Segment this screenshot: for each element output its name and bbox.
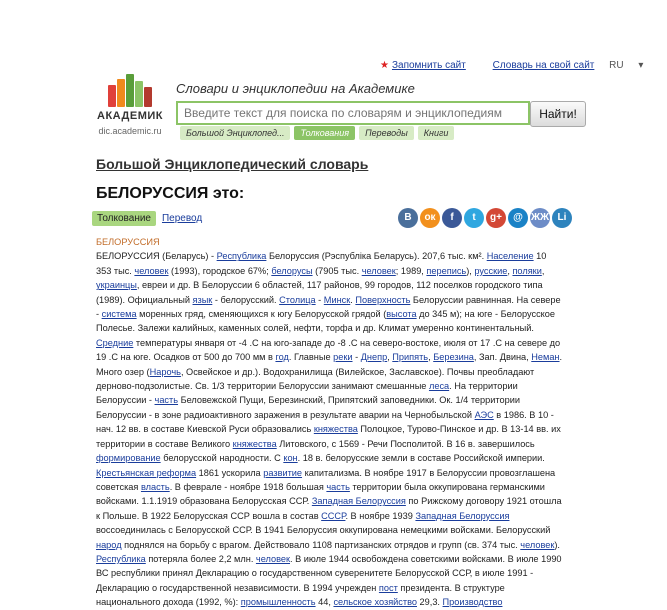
article-text-span: . Главные — [288, 352, 334, 363]
article-link[interactable]: человек — [361, 265, 396, 276]
article-text-span: . 18 в. белорусские земли в составе Российской империи. — [297, 453, 545, 464]
article-link[interactable]: княжества — [313, 424, 358, 435]
article-link[interactable]: язык — [192, 294, 213, 305]
article-link[interactable]: промышленность — [240, 597, 316, 608]
article-headword: БЕЛОРУССИЯ — [96, 237, 160, 247]
article-body — [96, 235, 564, 610]
article-text-span: воссоединилась с Белорусской ССР. В 1941 Белоруссия оккупирована немецкими войсками. Белорусский — [96, 525, 551, 536]
books-logo-icon — [94, 74, 166, 107]
dictionary-title-link[interactable]: Большой Энциклопедический словарь — [96, 156, 369, 172]
search-input[interactable] — [178, 103, 530, 123]
twitter-icon[interactable]: t — [464, 208, 484, 228]
article-text-span: , — [387, 352, 393, 363]
article-text-span: БЕЛОРУССИЯ (Беларусь) - — [96, 251, 217, 262]
article-text-span: в 1986. В 10 - нач. 12 вв. в составе Киевской Руси образовались — [96, 409, 554, 435]
article-text-span: Полоцкое, Турово-Пинское и др. В 13-14 вв. их территории в составе Великого — [96, 424, 561, 449]
article-link[interactable]: формирование — [96, 453, 161, 464]
tab-encyclopedia[interactable]: Большой Энциклопед... — [180, 126, 290, 140]
article-link[interactable]: Нарочь — [149, 366, 181, 377]
search-tabs — [180, 126, 454, 140]
article-link[interactable]: Поверхность — [355, 294, 411, 305]
article-link[interactable]: русские — [474, 265, 508, 276]
liveinternet-icon[interactable]: Li — [552, 208, 572, 228]
tab-translations[interactable]: Переводы — [359, 126, 414, 140]
search-box — [176, 101, 530, 125]
article-link[interactable]: власть — [140, 481, 170, 492]
article-text-span: Белоруссия (Рэспублiка Беларусь). 207,6 тыс. км². — [266, 251, 487, 262]
article-link[interactable]: княжества — [232, 438, 277, 449]
article-link[interactable]: АЭС — [474, 409, 494, 420]
article-text-span: Беловежской Пущи, Березинский, Припятский заповедники. Ок. 1/4 территории Белоруссии - в зоне радиоактивного заражения в результате аварии на Чернобыльской — [96, 395, 520, 420]
site-logo[interactable] — [94, 74, 166, 136]
tab-definitions[interactable]: Толкования — [294, 126, 355, 140]
bookmark-label: Запомнить сайт — [391, 60, 466, 71]
article-text-span: 10 353 тыс. — [96, 251, 547, 276]
search-button[interactable]: Найти! — [530, 101, 586, 127]
tab-books[interactable]: Книги — [418, 126, 455, 140]
google-plus-icon[interactable]: g+ — [486, 208, 506, 228]
article-text-span: - — [352, 352, 361, 363]
article-text-span: капитализма. В ноябре 1917 в Белоруссии провозглашена советская — [96, 467, 556, 492]
article-link[interactable]: Республика — [216, 251, 267, 262]
article-text-span: . Много озер ( — [96, 352, 563, 377]
article-text-span: - — [315, 294, 324, 305]
mail-icon[interactable]: @ — [508, 208, 528, 228]
article-text-span: Белоруссии равнинная. На севере - — [96, 294, 561, 320]
chevron-down-icon: ▾ — [638, 60, 644, 71]
article-text-span: 1861 ускорила — [196, 467, 264, 478]
article-text-span: температуры января от -4 .С на юго-западе до -8 .С на северо-востоке, июля от 17 .С на севере до 19 .С на юге. Осадков от 500 до 700 мм в — [96, 337, 561, 363]
article-text-span: . В июле 1944 освобождена советскими войсками. В июле 1990 ВС республики принял Декларацию о государственном суверенитете Белорусской ССР, в июле 1991 - Декларацию о государственной независимости. В 1994 учрежден — [96, 553, 562, 593]
article-text-span: , — [507, 265, 513, 276]
page-title: БЕЛОРУССИЯ это: — [96, 185, 245, 202]
article-link[interactable]: белорусы — [271, 265, 313, 276]
article-link[interactable]: система — [101, 309, 137, 320]
article-text-span: 29,3. — [417, 597, 443, 608]
vk-icon[interactable]: В — [398, 208, 418, 228]
article-link[interactable]: высота — [386, 309, 417, 320]
article-text-span: (7905 тыс. — [312, 265, 362, 276]
article-text-span: ). — [554, 539, 560, 550]
article-link[interactable]: кон — [283, 453, 298, 464]
article-link[interactable]: перепись — [426, 265, 467, 276]
article-text-span: , — [428, 352, 434, 363]
tab-translation[interactable]: Перевод — [161, 213, 203, 224]
article-text-span: (1993), городское 67%; — [168, 265, 272, 276]
article-link[interactable]: поляки — [512, 265, 542, 276]
article-text-span: ), — [466, 265, 475, 276]
article-link[interactable]: часть — [154, 395, 179, 406]
article-link[interactable]: развитие — [263, 467, 303, 478]
article-text-span: президента. В структуре национального дохода (1992, %): — [96, 582, 505, 608]
article-link[interactable]: пост — [378, 582, 398, 593]
bookmark-link[interactable] — [380, 60, 478, 71]
article-link[interactable]: СССР — [321, 510, 346, 521]
article-text-span: до 345 м); на юге - Белорусское Полесье. Залежи калийных, каменных солей, нефти, торфа и др. Климат умеренно континентальный. — [96, 309, 556, 334]
article-text-span: - белорусский. — [212, 294, 280, 305]
facebook-icon[interactable]: f — [442, 208, 462, 228]
star-icon: ★ — [380, 60, 389, 71]
article-link[interactable]: Минск — [323, 294, 351, 305]
article-text-span: 44, — [315, 597, 334, 608]
article-link[interactable]: Столица — [279, 294, 316, 305]
article-link[interactable]: часть — [326, 481, 350, 492]
article-link[interactable]: Неман — [531, 352, 560, 363]
article-link[interactable]: Березина — [433, 352, 474, 363]
article-text-span: , Зап. Двина, — [473, 352, 532, 363]
article-link[interactable]: реки — [333, 352, 353, 363]
article-text-span: белорусской народности. С — [160, 453, 284, 464]
article-text-span: , Освейское и др.). Водохранилища (Вилейское, Заславское). Почвы преобладают дерново-подзолистые. Св. 1/3 территории Белоруссии занимают смешанные — [96, 366, 535, 392]
article-link[interactable]: леса — [428, 381, 450, 392]
article-text-span: . В феврале - ноябре 1918 большая — [169, 481, 327, 492]
article-link[interactable]: Производство — [442, 597, 503, 608]
article-text-span: территории была оккупирована германскими войсками. 1.1.1919 образована Белорусская ССР. — [96, 481, 545, 507]
article-link[interactable]: Припять — [392, 352, 429, 363]
article-text-span: ; 1989, — [395, 265, 427, 276]
article-text-span: , евреи и др. В Белоруссии 6 областей, 117 районов, 99 городов, 112 поселков городского типа (1989). Официальный — [96, 280, 543, 305]
article-link[interactable]: Средние — [96, 337, 134, 348]
article-link[interactable]: народ — [96, 539, 122, 550]
article-text-span: потеряла более 2,2 млн. — [145, 553, 256, 564]
article-link[interactable]: человек — [134, 265, 169, 276]
article-link[interactable]: Крестьянская реформа — [96, 467, 197, 478]
language-value: RU — [609, 60, 624, 71]
article-text-span: поднялся на борьбу с врагом. Действовало 1108 партизанских отрядов и групп (св. 374 тыс. — [121, 539, 521, 550]
livejournal-icon[interactable]: ЖЖ — [530, 208, 550, 228]
article-text-span: Литовского, с 1569 - Речи Посполитой. В 16 в. завершилось — [276, 438, 535, 449]
article-text-span: по Рижскому договору 1921 отошла к Польше. В 1922 Белорусская ССР вошла в состав — [96, 496, 562, 521]
article-text-span: . — [350, 294, 356, 305]
site-tagline: Словари и энциклопедии на Академике — [176, 81, 415, 96]
article-link[interactable]: Республика — [96, 553, 146, 564]
logo-url: dic.academic.ru — [98, 126, 162, 136]
article-text-span: . В ноябре 1939 — [345, 510, 416, 521]
article-link[interactable]: год — [275, 352, 289, 363]
social-share-bar — [398, 208, 572, 228]
article-text-span: моренных гряд, сменяющихся к югу Белорусской грядой ( — [136, 309, 387, 320]
article-link[interactable]: сельское хозяйство — [333, 597, 417, 608]
tab-definition[interactable]: Толкование — [92, 211, 156, 226]
article-link[interactable]: Днепр — [360, 352, 388, 363]
top-links — [380, 60, 667, 71]
odnoklassniki-icon[interactable]: ок — [420, 208, 440, 228]
article-link[interactable]: Западная Белоруссия — [311, 496, 406, 507]
article-text — [96, 249, 564, 609]
article-link[interactable]: человек — [520, 539, 555, 550]
article-link[interactable]: Население — [486, 251, 534, 262]
article-link[interactable]: человек — [255, 553, 290, 564]
article-link[interactable]: украинцы — [96, 280, 137, 291]
add-dictionary-link[interactable]: Словарь на свой сайт — [492, 60, 595, 71]
article-text-span: . На территории Белоруссии - — [96, 381, 518, 406]
article-link[interactable]: Западная Белоруссия — [415, 510, 510, 521]
language-select[interactable] — [609, 60, 655, 71]
article-tabs — [92, 211, 202, 226]
article-text-span: , — [541, 265, 545, 276]
logo-word: АКАДЕМИК — [97, 110, 163, 122]
